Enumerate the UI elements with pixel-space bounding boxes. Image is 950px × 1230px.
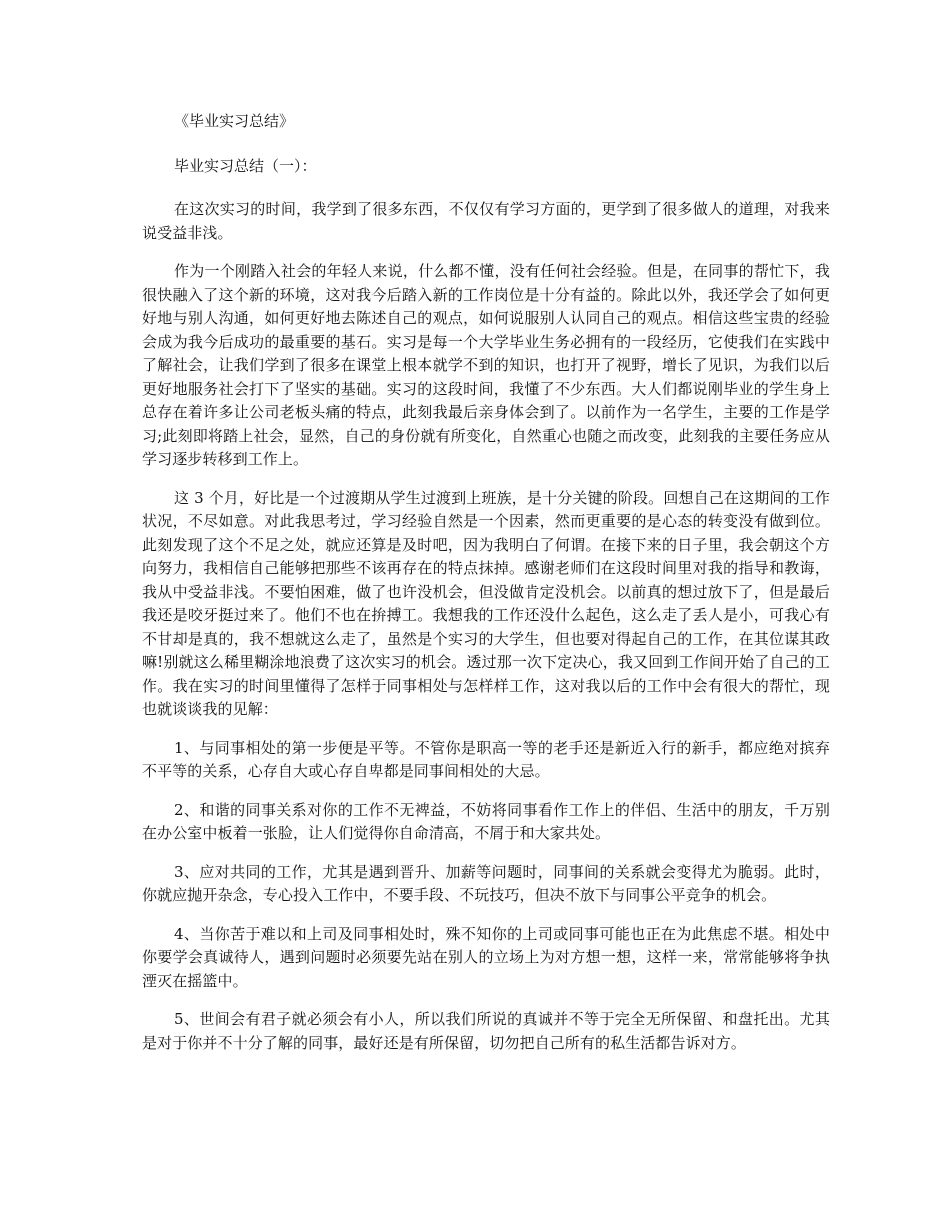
document-body [142,110,830,1070]
section-heading: 毕业实习总结（一）： [174,156,317,175]
document-title: 《毕业实习总结》 [174,112,295,130]
list-item-point-5: 5、世间会有君子就必须会有小人，所以我们所说的真诚并不等于完全无所保留、和盘托出。尤其是对于你并不十分了解的同事，最好还是有所保留，切勿把自己所有的私生活都告诉对方。 [142,1010,830,1052]
list-item-point-1: 1、与同事相处的第一步便是平等。不管你是职高一等的老手还是新近入行的新手，都应绝对摈弃不平等的关系，心存自大或心存自卑都是同事间相处的大忌。 [142,738,830,780]
list-item-point-3: 3、应对共同的工作，尤其是遇到晋升、加薪等问题时，同事间的关系就会变得尤为脆弱。此时，你就应抛开杂念，专心投入工作中，不要手段、不玩技巧，但决不放下与同事公平竞争的机会。 [142,862,830,904]
paragraph-intro: 在这次实习的时间，我学到了很多东西，不仅仅有学习方面的，更学到了很多做人的道理，对我来说受益非浅。 [142,200,830,242]
paragraph-experience: 作为一个刚踏入社会的年轻人来说，什么都不懂，没有任何社会经验。但是，在同事的帮忙下，我很快融入了这个新的环境，这对我今后踏入新的工作岗位是十分有益的。除此以外，我还学会了如何更好地与别人沟通，如何更好地去陈述自己的观点，如何说服别人认同自己的观点。相信这些宝贵的经验会成为我今后成功的最重要的基石。实习是每一个大学毕业生务必拥有的一段经历，它使我们在实践中了解社会，让我们学到了很多在课堂上根本就学不到的知识，也打开了视野，增长了见识，为我们以后更好地服务社会打下了坚实的基础。实习的这段时间，我懂了不少东西。大人们都说刚毕业的学生身上总存在着许多让公司老板头痛的特点，此刻我最后亲身体会到了。以前作为一名学生，主要的工作是学习;此刻即将踏上社会，显然，自己的身份就有所变化，自然重心也随之而改变，此刻我的主要任务应从学习逐步转移到工作上。 [142,262,830,468]
paragraph-reflection: 这 3 个月，好比是一个过渡期从学生过渡到上班族，是十分关键的阶段。回想自己在这期间的工作状况，不尽如意。对此我思考过，学习经验自然是一个因素，然而更重要的是心态的转变没有做到位。此刻发现了这个不足之处，就应还算是及时吧，因为我明白了何谓。在接下来的日子里，我会朝这个方向努力，我相信自己能够把那些不该再存在的特点抹掉。感谢老师们在这段时间里对我的指导和教诲，我从中受益非浅。不要怕困难，做了也许没机会，但没做肯定没机会。以前真的想过放下了，但是最后我还是咬牙挺过来了。他们不也在拚搏工。我想我的工作还没什么起色，这么走了丢人是小，可我心有不甘却是真的，我不想就这么走了，虽然是个实习的大学生，但也要对得起自己的工作，在其位谋其政嘛!别就这么稀里糊涂地浪费了这次实习的机会。透过那一次下定决心，我又回到工作间开始了自己的工作。我在实习的时间里懂得了怎样于同事相处与怎样样工作，这对我以后的工作中会有很大的帮忙，现也就谈谈我的见解： [142,488,830,718]
list-item-point-2: 2、和谐的同事关系对你的工作不无裨益，不妨将同事看作工作上的伴侣、生活中的朋友，千万别在办公室中板着一张脸，让人们觉得你自命清高，不屑于和大家共处。 [142,800,830,842]
list-item-point-4: 4、当你苦于难以和上司及同事相处时，殊不知你的上司或同事可能也正在为此焦虑不堪。相处中你要学会真诚待人，遇到问题时必须要先站在别人的立场上为对方想一想，这样一来，常常能够将争执湮灭在摇篮中。 [142,924,830,990]
